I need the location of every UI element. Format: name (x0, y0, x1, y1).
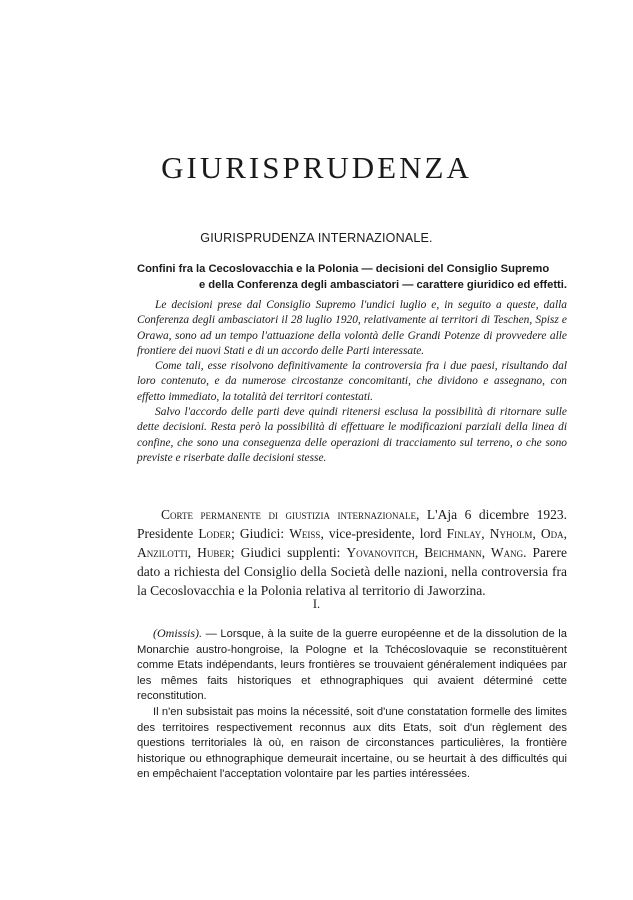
court-intro-paragraph (137, 505, 567, 600)
court-intro-text: ; Giudici supplenti: (230, 544, 347, 560)
court-name: Corte permanente di giustizia internazionale (161, 506, 417, 522)
opinion-paragraph: Il n'en subsistait pas moins la nécessité, soit d'une constatation formelle des limites des territoires respectivement reconnus aux dits Etats, soit d'un règlement des questions territoriales là où, en raison de circonstances particulières, la frontière historique ou ethnographique demeurait incertaine, ou se heurtait à des difficultés qui en empêchaient l'acceptation volontaire par les parties intéressées. (137, 705, 567, 781)
maxim-paragraph: Come tali, esse risolvono definitivamente la controversia fra i due paesi, risultando dal loro contenuto, e da numerose circostanze concomitanti, che dividono e assegnano, con effetto immediato, la totalità dei territori contestati. (137, 360, 567, 403)
deputy-judge-names: Yovanovitch, Beichmann, Wang (346, 544, 524, 560)
judge-names: Finlay, Nyholm, Oda, Anzilotti, Huber (137, 525, 567, 560)
section-numeral: I. (312, 597, 321, 611)
judge-name: Weiss (289, 525, 321, 541)
section-title: GIURISPRUDENZA INTERNAZIONALE. (200, 231, 433, 245)
case-heading (137, 262, 567, 293)
court-intro-text: , L'Aja 6 dicembre 1923. Presidente (137, 506, 567, 541)
french-opinion-text (137, 626, 567, 783)
court-intro-text: , vice-presidente, lord (320, 525, 447, 541)
maxim-paragraph: Le decisioni prese dal Consiglio Supremo l'undici luglio e, in seguito a queste, dalla Conferenza degli ambasciatori il 28 luglio 1920, relativamente ai territori di Teschen, Spisz e Orawa, sono ad un tempo l'attuazione della volontà delle Grandi Potenze di provvedere alle frontiere dei nuovi Stati e di un accordo delle Parti interessate. (137, 299, 567, 357)
maxim-paragraph: Salvo l'accordo delle parti deve quindi ritenersi esclusa la possibilità di ritornare sulle dette decisioni. Resta però la possibilità di effettuare le modificazioni parziali della linea di confine, che sono una conseguenza delle operazioni di tracciamento sul terreno, o che sono previste e riserbate dalle decisioni stesse. (137, 406, 567, 464)
opinion-text: — Lorsque, à la suite de la guerre européenne et de la dissolution de la Monarchie austro-hongroise, la Pologne et la Tchécoslovaquie se reconstituèrent comme Etats indépendants, leurs frontières se trouvaient généralement indiquées par les mêmes faits historiques et ethnographiques qui avaient déterminé cette reconstitution. (137, 628, 567, 703)
maxims-block (137, 298, 567, 466)
court-intro-text: ; Giudici: (231, 525, 290, 541)
case-heading-line-2: e della Conferenza degli ambasciatori — carattere giuridico ed effetti. (198, 278, 567, 291)
president-name: Loder (198, 525, 232, 541)
court-intro-text: . Parere dato a richiesta del Consiglio della Società delle nazioni, nella controversia fra la Cecoslovacchia e la Polonia relativa al territorio di Jaworzina. (137, 544, 567, 598)
main-title: GIURISPRUDENZA (161, 150, 472, 185)
case-heading-line-1: Confini fra la Cecoslovacchia e la Polonia — decisioni del Consiglio Supremo (137, 263, 550, 275)
opinion-paragraph (137, 626, 567, 705)
omissis-label: (Omissis). (153, 626, 203, 640)
